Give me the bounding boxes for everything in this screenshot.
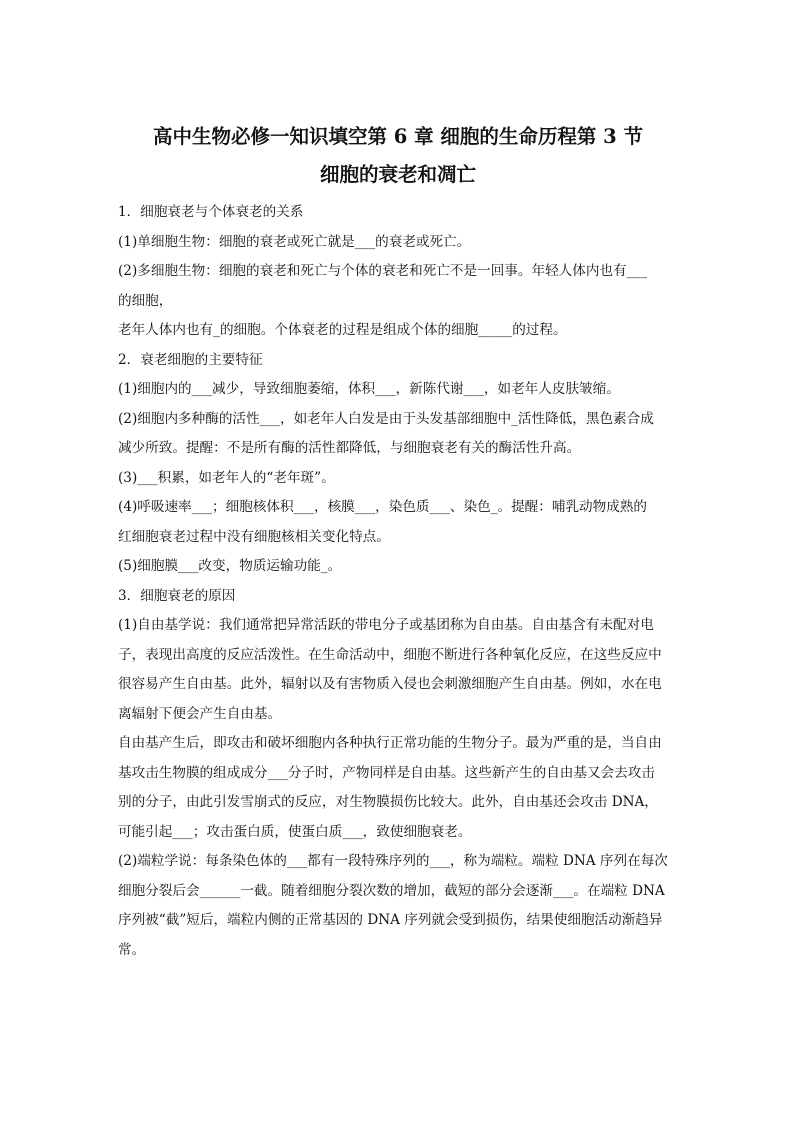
paragraph-line: 别的分子，由此引发雪崩式的反应，对生物膜损伤比较大。此外，自由基还会攻击 DNA， xyxy=(118,794,658,810)
section-heading: 1．细胞衰老与个体衰老的关系 xyxy=(118,204,304,220)
paragraph-line: 子，表现出高度的反应活泼性。在生命活动中，细胞不断进行各种氧化反应，在这些反应中 xyxy=(118,646,662,663)
paragraph-line: 红细胞衰老过程中没有细胞核相关变化特点。 xyxy=(118,528,390,545)
paragraph-line: 老年人体内也有_的细胞。个体衰老的过程是组成个体的细胞_____的过程。 xyxy=(118,322,567,338)
paragraph-line: 离辐射下便会产生自由基。 xyxy=(118,705,282,722)
section-heading: 2．衰老细胞的主要特征 xyxy=(118,351,263,368)
paragraph-line: 可能引起___；攻击蛋白质，使蛋白质___，致使细胞衰老。 xyxy=(118,823,472,840)
section-heading: 3．细胞衰老的原因 xyxy=(118,587,236,604)
paragraph-line: 常。 xyxy=(118,941,146,958)
document-title-line-1: 高中生物必修一知识填空第 6 章 细胞的生命历程第 3 节 xyxy=(152,125,644,148)
paragraph-line: (2)端粒学说：每条染色体的___都有一段特殊序列的___，称为端粒。端粒 DNA 序列在每次 xyxy=(118,853,668,869)
paragraph-line: 很容易产生自由基。此外，辐射以及有害物质入侵也会刺激细胞产生自由基。例如，水在电 xyxy=(118,676,662,692)
document-page xyxy=(118,118,678,965)
paragraph-line: 自由基产生后，即攻击和破坏细胞内各种执行正常功能的生物分子。最为严重的是，当自由 xyxy=(118,735,662,751)
paragraph-line: 细胞分裂后会______一截。随着细胞分裂次数的增加，截短的部分会逐渐___。在端粒 DNA xyxy=(118,882,665,899)
paragraph-line: (1)自由基学说：我们通常把异常活跃的带电分子或基团称为自由基。自由基含有未配对电 xyxy=(118,617,654,633)
paragraph-line: 的细胞， xyxy=(118,292,173,309)
document-title-line-2: 细胞的衰老和凋亡 xyxy=(319,163,476,186)
paragraph-line: (1)单细胞生物：细胞的衰老或死亡就是___的衰老或死亡。 xyxy=(118,233,471,250)
paragraph-line: (2)细胞内多种酶的活性___，如老年人白发是由于头发基部细胞中_活性降低，黑色素合成 xyxy=(118,410,654,427)
paragraph-line: (5)细胞膜___改变，物质运输功能_。 xyxy=(118,558,342,574)
paragraph-line: (1)细胞内的___减少，导致细胞萎缩，体积___，新陈代谢___，如老年人皮肤皱缩。 xyxy=(118,381,620,397)
document-body xyxy=(118,198,678,965)
paragraph-line: 序列被“截”短后，端粒内侧的正常基因的 DNA 序列就会受到损伤，结果使细胞活动渐趋异 xyxy=(118,912,663,928)
paragraph-line: 基攻击生物膜的组成成分___分子时，产物同样是自由基。这些新产生的自由基又会去攻击 xyxy=(118,764,655,781)
paragraph-line: (3)___积累，如老年人的“老年斑”。 xyxy=(118,469,335,486)
paragraph-line: 减少所致。提醒：不是所有酶的活性都降低，与细胞衰老有关的酶活性升高。 xyxy=(118,440,581,456)
paragraph-line: (2)多细胞生物：细胞的衰老和死亡与个体的衰老和死亡不是一回事。年轻人体内也有___ xyxy=(118,263,648,279)
paragraph-line: (4)呼吸速率___；细胞核体积___，核膜___，染色质___、染色_。提醒：哺乳动物成熟的 xyxy=(118,499,648,515)
